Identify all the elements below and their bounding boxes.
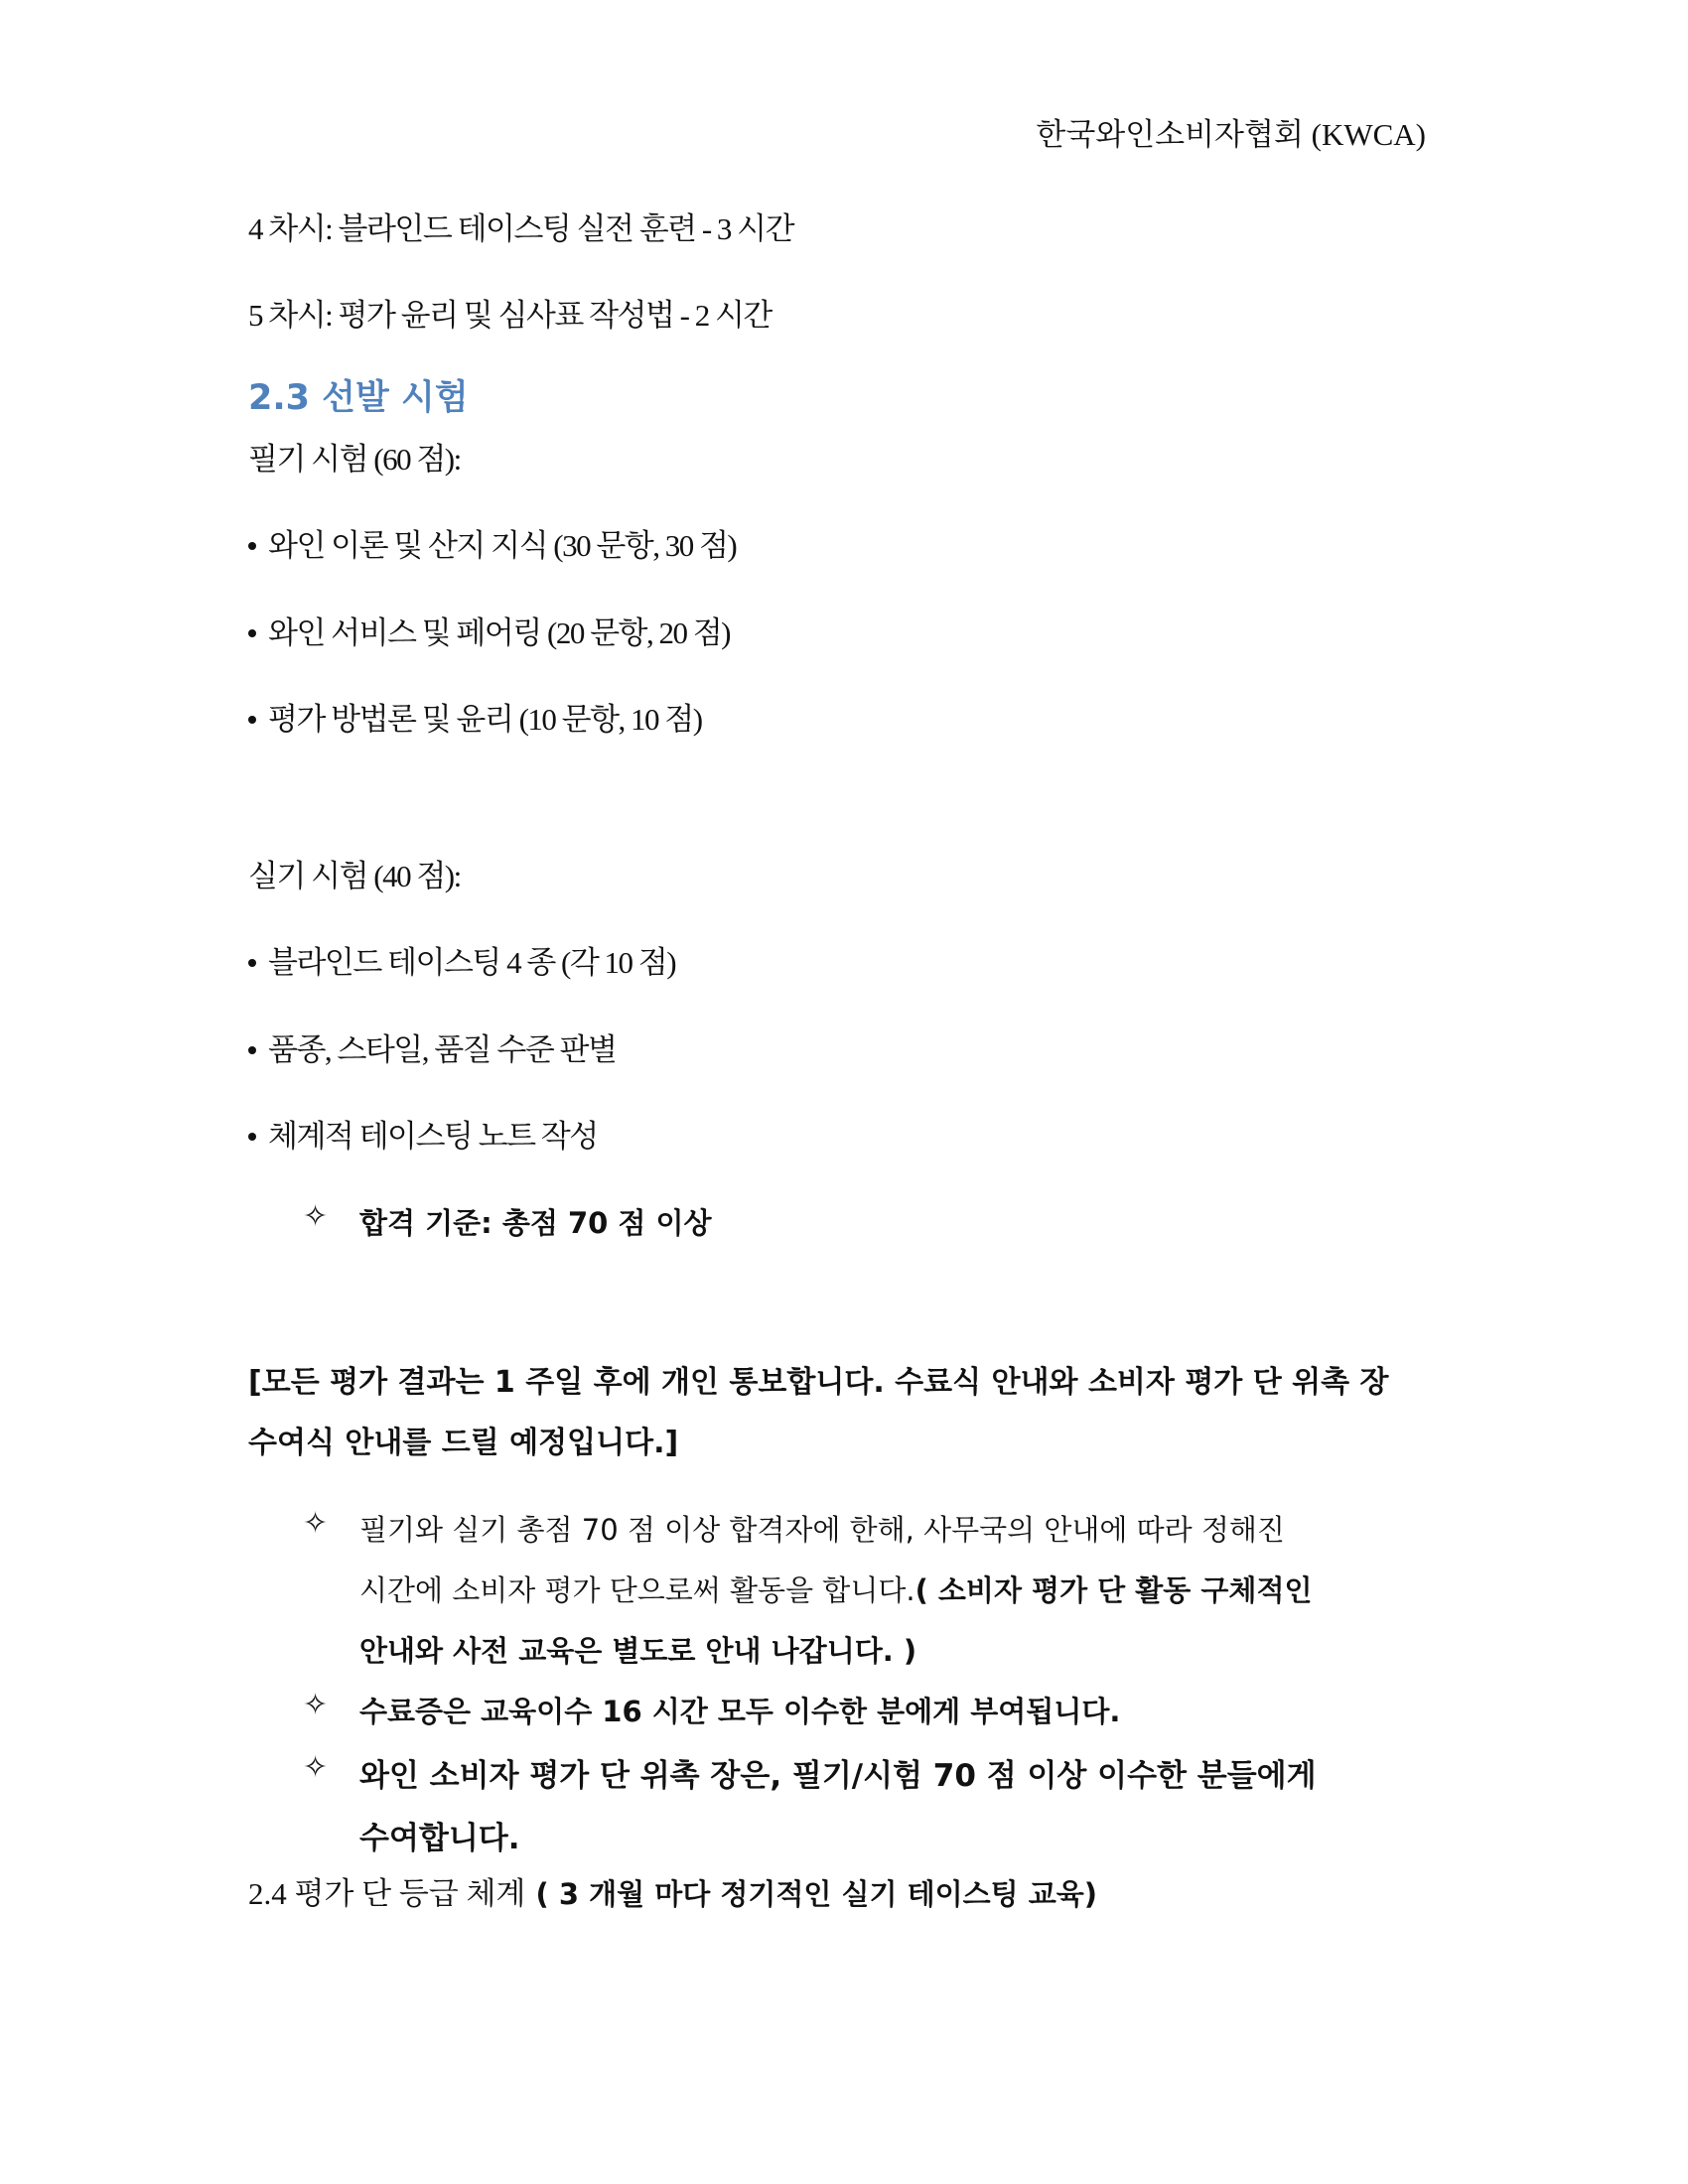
written-exam-item: 와인 서비스 및 페어링 (20 문항, 20 점): [248, 608, 730, 652]
detail-item-1-line-1: 필기와 실기 총점 70 점 이상 합격자에 한해, 사무국의 안내에 따라 정해진: [359, 1513, 1285, 1547]
detail-item-1-line-2: 시간에 소비자 평가 단으로써 활동을 합니다.( 소비자 평가 단 활동 구체적인: [359, 1573, 1313, 1607]
written-exam-item: 와인 이론 및 산지 지식 (30 문항, 30 점): [248, 520, 736, 565]
practical-exam-item: 품종, 스타일, 품질 수준 판별: [248, 1024, 616, 1069]
section-heading-2-3: 2.3 선발 시험: [248, 378, 469, 418]
page-header: 한국와인소비자협회 (KWCA): [1036, 117, 1426, 152]
detail-item-1-line-3: 안내와 사전 교육은 별도로 안내 나갑니다. ): [359, 1634, 917, 1668]
session-4: 4 차시: 블라인드 테이스팅 실전 훈련 - 3 시간: [248, 211, 794, 246]
detail-item-3-line-2: 수여합니다.: [359, 1821, 520, 1856]
section-2-4-label: 2.4 평가 단 등급 체계: [248, 1876, 526, 1911]
diamond-star-icon: ✧: [303, 1750, 329, 1785]
section-2-4-line: [248, 1868, 1097, 1913]
diamond-star-icon: ✧: [303, 1688, 329, 1722]
bullet-dot-icon: [248, 629, 256, 637]
bullet-dot-icon: [248, 542, 256, 550]
practical-exam-item: 체계적 테이스팅 노트 작성: [248, 1111, 598, 1156]
practical-exam-item: 블라인드 테이스팅 4 종 (각 10 점): [248, 937, 675, 982]
bullet-dot-icon: [248, 716, 256, 724]
diamond-star-icon: ✧: [303, 1199, 329, 1234]
bullet-dot-icon: [248, 959, 256, 967]
notice-line-1: [모든 평가 결과는 1 주일 후에 개인 통보합니다. 수료식 안내와 소비자 평가 단 위촉 장: [248, 1365, 1389, 1400]
practical-exam-title: 실기 시험 (40 점):: [248, 859, 461, 893]
written-exam-title: 필기 시험 (60 점):: [248, 442, 461, 477]
detail-item-2: 수료증은 교육이수 16 시간 모두 이수한 분에게 부여됩니다.: [359, 1695, 1121, 1728]
bullet-dot-icon: [248, 1133, 256, 1141]
session-5: 5 차시: 평가 윤리 및 심사표 작성법 - 2 시간: [248, 298, 772, 333]
written-exam-item: 평가 방법론 및 윤리 (10 문항, 10 점): [248, 694, 702, 739]
diamond-star-icon: ✧: [303, 1506, 329, 1541]
section-2-4-note: ( 3 개월 마다 정기적인 실기 테이스팅 교육): [525, 1877, 1098, 1911]
notice-line-2: 수여식 안내를 드릴 예정입니다.]: [248, 1426, 679, 1460]
pass-criteria: 합격 기준: 총점 70 점 이상: [359, 1206, 712, 1240]
detail-item-3-line-1: 와인 소비자 평가 단 위촉 장은, 필기/시험 70 점 이상 이수한 분들에게: [359, 1758, 1317, 1794]
bullet-dot-icon: [248, 1046, 256, 1054]
